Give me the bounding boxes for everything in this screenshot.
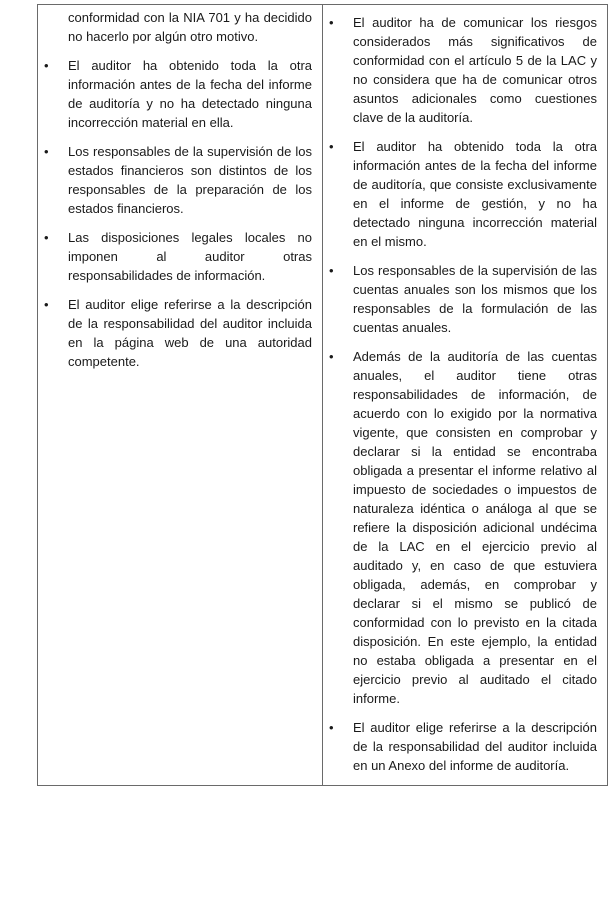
list-item (329, 13, 597, 127)
list-item-text: El auditor ha obtenido toda la otra información antes de la fecha del informe de auditoría y no ha detectado ninguna incorrección material en ella. (68, 58, 312, 130)
list-item-text: El auditor elige referirse a la descripción de la responsabilidad del auditor incluida en la página web de una autoridad competente. (68, 297, 312, 369)
list-item (329, 347, 597, 708)
bullet-icon: • (329, 263, 334, 278)
comparison-table (37, 4, 608, 786)
list-item-text: El auditor elige referirse a la descripción de la responsabilidad del auditor incluida en un Anexo del informe de auditoría. (353, 720, 597, 773)
list-item-text: Además de la auditoría de las cuentas anuales, el auditor tiene otras responsabilidades de información, de acuerdo con lo exigido por la normativa vigente, que consisten en comprobar y declarar si la entidad se encontraba obligada a presentar el informe relativo al impuesto de sociedades o impuestos de naturaleza idéntica o análoga al que se refiere la disposición adicional undécima de la LAC en el ejercicio previo al auditado y, en caso de que estuviera obligada, además, en comprobar y declarar si el mismo se publicó de conformidad con lo previsto en la citada disposición. En este ejemplo, la entidad no estaba obligada a presentar en el ejercicio previo al auditado el citado informe. (353, 349, 597, 706)
bullet-icon: • (329, 720, 334, 735)
right-column (323, 5, 608, 786)
bullet-icon: • (329, 349, 334, 364)
left-column (38, 5, 323, 786)
list-item (44, 295, 312, 371)
bullet-icon: • (44, 297, 49, 312)
list-item-text: El auditor ha de comunicar los riesgos considerados más significativos de conformidad con el artículo 5 de la LAC y no considera que ha de comunicar otros asuntos adicionales como cuestiones clave de la auditoría. (353, 15, 597, 125)
list-item (44, 228, 312, 285)
list-item (329, 137, 597, 251)
list-item-text: Las disposiciones legales locales no imponen al auditor otras responsabilidades de información. (68, 230, 312, 283)
table-row (38, 5, 608, 786)
list-item-text: El auditor ha obtenido toda la otra información antes de la fecha del informe de auditoría, que consiste exclusivamente en el informe de gestión, y no ha detectado ninguna incorrección material en el mismo. (353, 139, 597, 249)
bullet-icon: • (329, 139, 334, 154)
bullet-icon: • (44, 144, 49, 159)
bullet-icon: • (329, 15, 334, 30)
list-item (44, 56, 312, 132)
list-item-text: Los responsables de la supervisión de los estados financieros son distintos de los responsables de la preparación de los estados financieros. (68, 144, 312, 216)
bullet-icon: • (44, 58, 49, 73)
list-item-text: Los responsables de la supervisión de las cuentas anuales son los mismos que los responsables de la formulación de las cuentas anuales. (353, 263, 597, 335)
bullet-icon: • (44, 230, 49, 245)
list-item (329, 261, 597, 337)
left-bullet-list (38, 5, 322, 371)
list-item (329, 718, 597, 775)
left-continuation-text: conformidad con la NIA 701 y ha decidido no hacerlo por algún otro motivo. (68, 10, 312, 44)
list-item (44, 142, 312, 218)
right-bullet-list (323, 5, 607, 775)
